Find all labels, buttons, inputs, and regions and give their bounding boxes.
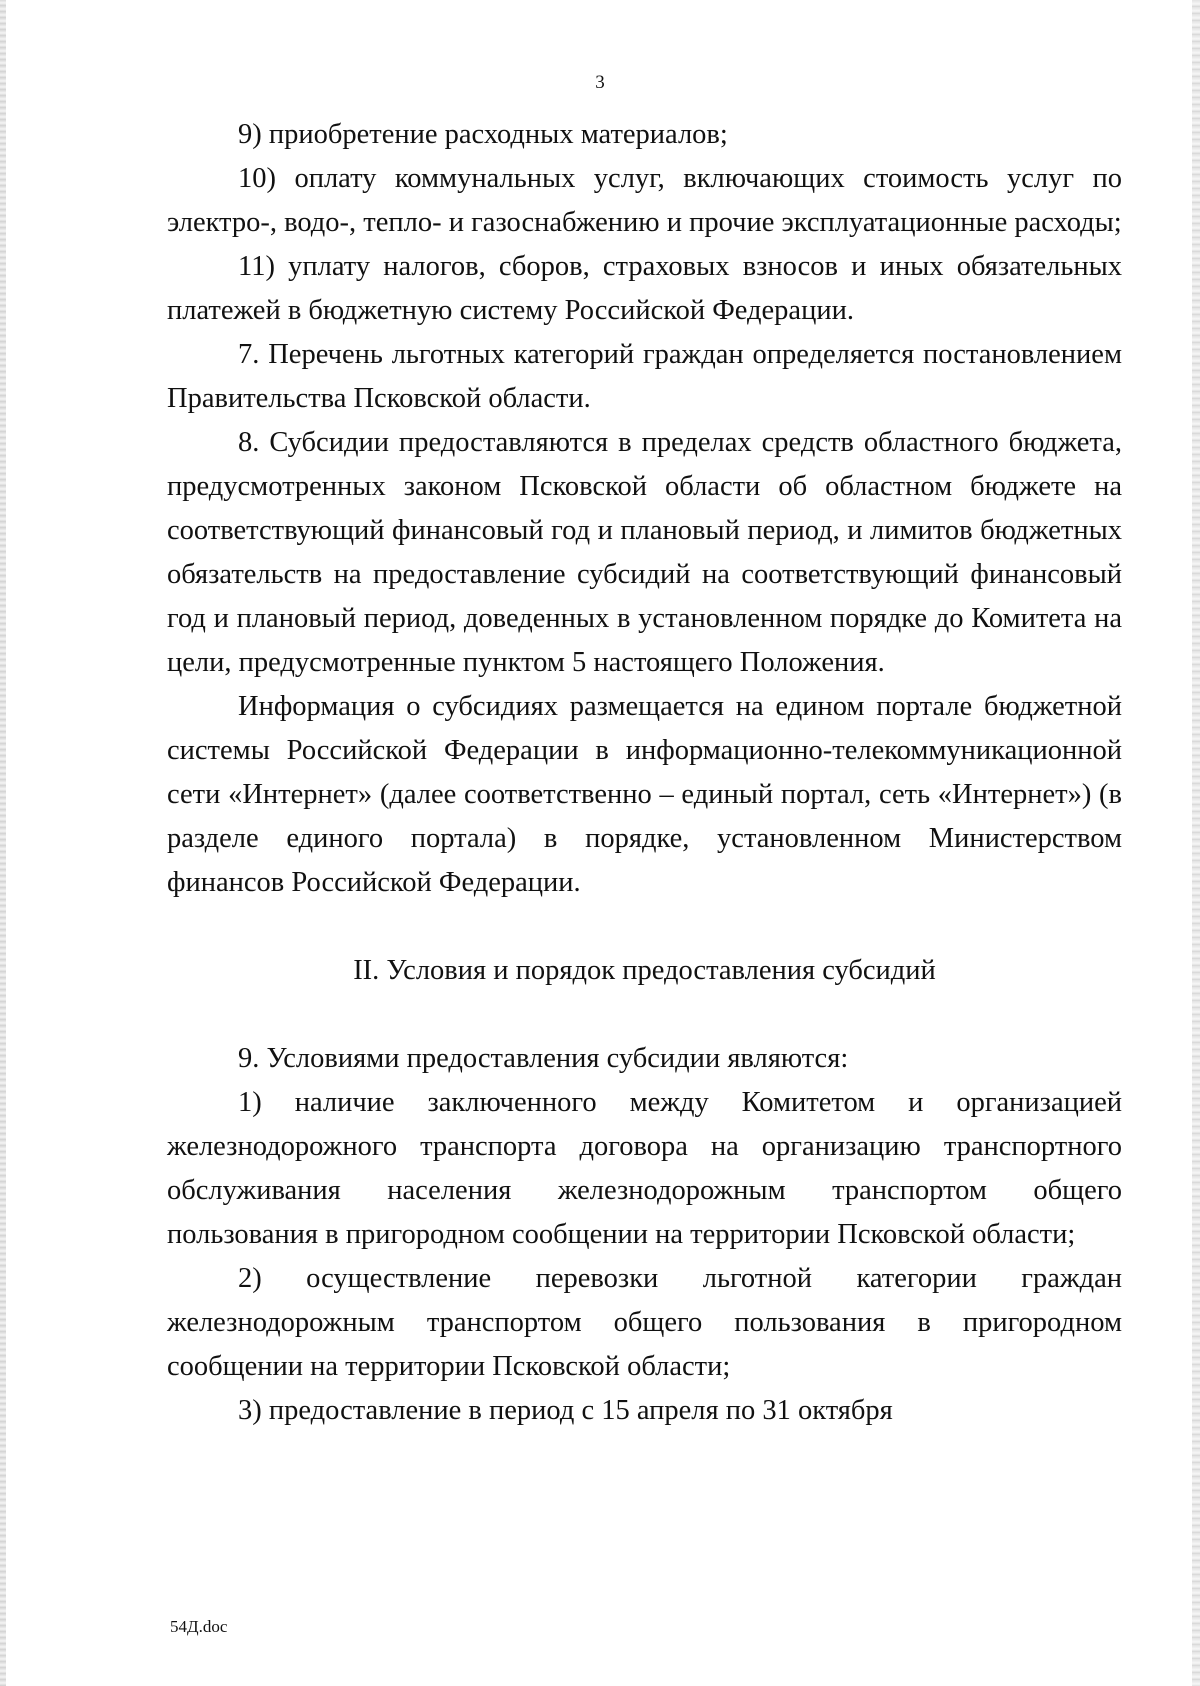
paragraph-item-11: 11) уплату налогов, сборов, страховых взносов и иных обязательных платежей в бюджетную систему Российской Федерации. bbox=[167, 251, 1122, 326]
scan-edge-right bbox=[1192, 0, 1200, 1686]
file-name-footer: 54Д.doc bbox=[170, 1617, 228, 1636]
paragraph-condition-3: 3) предоставление в период с 15 апреля по 31 октября bbox=[238, 1395, 893, 1426]
document-body bbox=[167, 113, 1122, 1433]
paragraph-condition-1: 1) наличие заключенного между Комитетом и организацией железнодорожного транспорта договора на организацию транспортного обслуживания населения железнодорожным транспортом общего пользования в пригородном сообщении на территории Псковской области; bbox=[167, 1087, 1122, 1250]
scan-edge-left bbox=[0, 0, 6, 1686]
section-heading: II. Условия и порядок предоставления субсидий bbox=[353, 955, 936, 986]
paragraph-condition-2: 2) осуществление перевозки льготной категории граждан железнодорожным транспортом общего пользования в пригородном сообщении на территории Псковской области; bbox=[167, 1263, 1122, 1382]
paragraph-item-10: 10) оплату коммунальных услуг, включающих стоимость услуг по электро-, водо-, тепло- и газоснабжению и прочие эксплуатационные расходы; bbox=[167, 163, 1122, 238]
paragraph-item-9: 9) приобретение расходных материалов; bbox=[238, 119, 728, 150]
paragraph-portal-info: Информация о субсидиях размещается на едином портале бюджетной системы Российской Федерации в информационно-телекоммуникационной сети «Интернет» (далее соответственно – единый портал, сеть «Интернет») (в разделе единого портала) в порядке, установленном Министерством финансов Российской Федерации. bbox=[167, 691, 1122, 898]
paragraph-clause-8: 8. Субсидии предоставляются в пределах средств областного бюджета, предусмотренных законом Псковской области об областном бюджете на соответствующий финансовый год и плановый период, и лимитов бюджетных обязательств на предоставление субсидий на соответствующий финансовый год и плановый период, доведенных в установленном порядке до Комитета на цели, предусмотренные пунктом 5 настоящего Положения. bbox=[167, 427, 1122, 678]
paragraph-clause-9: 9. Условиями предоставления субсидии являются: bbox=[238, 1043, 849, 1074]
paragraph-clause-7: 7. Перечень льготных категорий граждан определяется постановлением Правительства Псковской области. bbox=[167, 339, 1122, 414]
page-number: 3 bbox=[595, 72, 605, 93]
